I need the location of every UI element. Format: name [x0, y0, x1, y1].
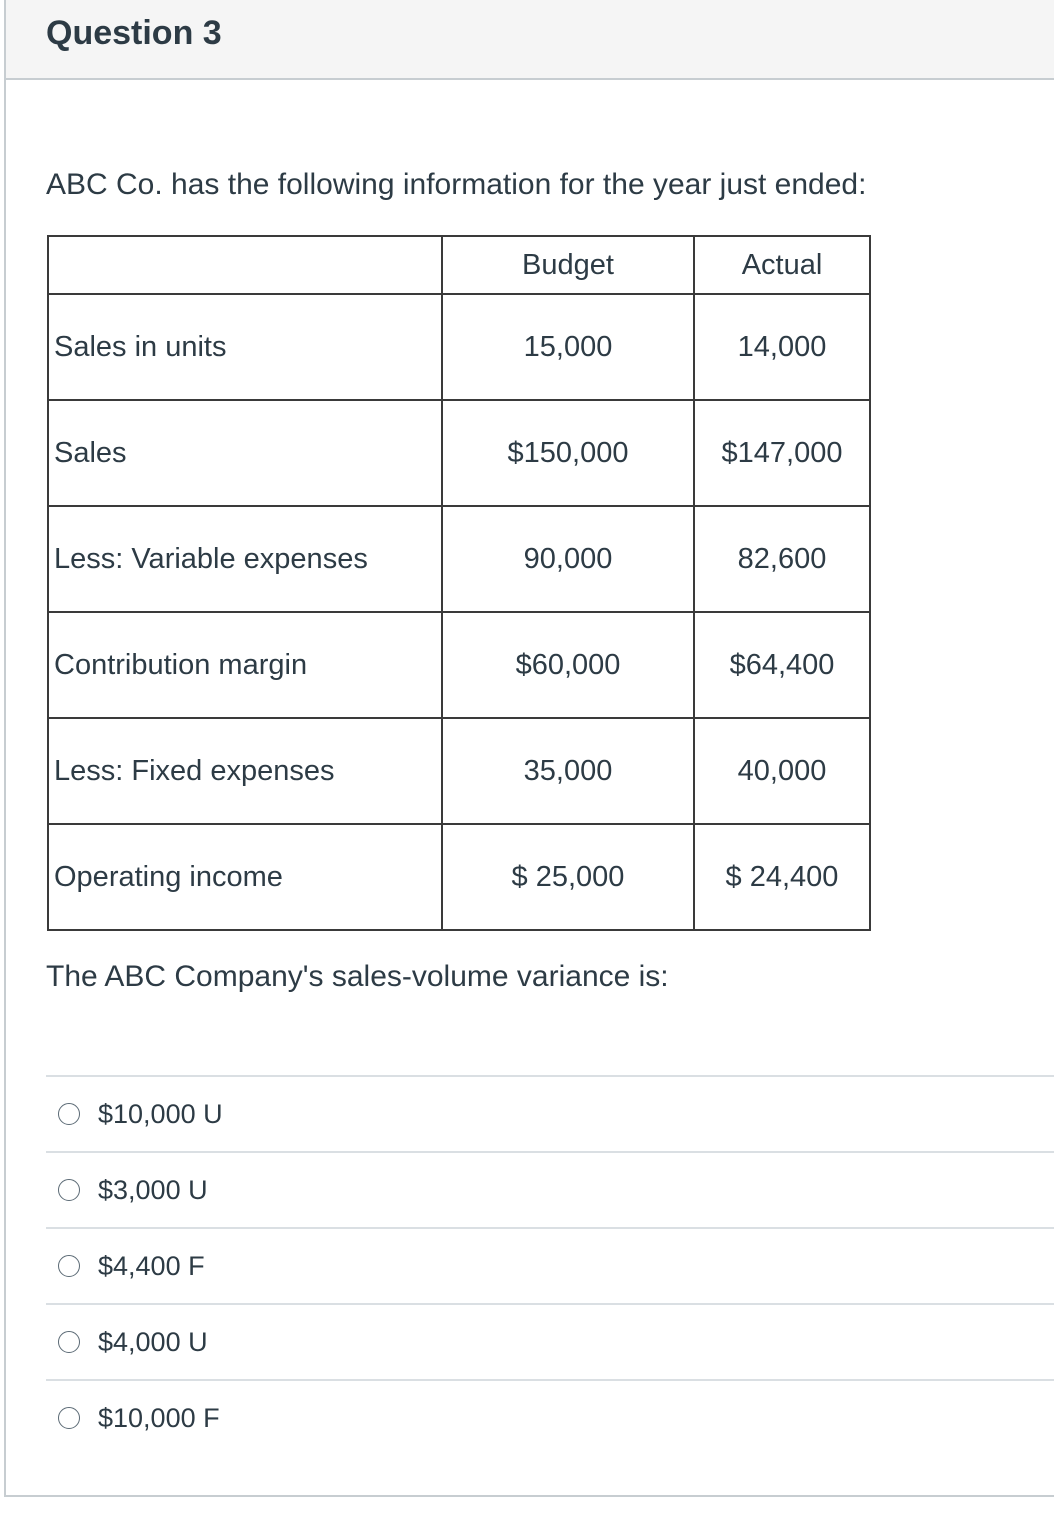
row-label: Contribution margin: [48, 612, 442, 718]
radio-button[interactable]: [58, 1103, 80, 1125]
answer-label[interactable]: $3,000 U: [98, 1174, 208, 1205]
row-budget: 15,000: [442, 294, 694, 400]
answer-option[interactable]: [46, 1075, 1054, 1151]
question-card: [4, 0, 1054, 1497]
table-row: [48, 506, 870, 612]
row-actual: $64,400: [694, 612, 870, 718]
row-budget: 35,000: [442, 718, 694, 824]
radio-button[interactable]: [58, 1179, 80, 1201]
row-actual: 40,000: [694, 718, 870, 824]
answer-label[interactable]: $4,400 F: [98, 1250, 205, 1281]
answer-option[interactable]: [46, 1379, 1054, 1455]
row-budget: 90,000: [442, 506, 694, 612]
question-intro: ABC Co. has the following information for the year just ended:: [46, 168, 867, 201]
row-label: Less: Variable expenses: [48, 506, 442, 612]
radio-button[interactable]: [58, 1407, 80, 1429]
answer-option[interactable]: [46, 1151, 1054, 1227]
row-budget: $150,000: [442, 400, 694, 506]
answer-label[interactable]: $10,000 F: [98, 1402, 220, 1433]
info-table: [47, 235, 871, 931]
table-header-row: [48, 236, 870, 294]
question-title: Question 3: [46, 14, 222, 52]
answer-option[interactable]: [46, 1227, 1054, 1303]
row-label: Sales: [48, 400, 442, 506]
answer-list: [46, 1075, 1054, 1455]
table-header-budget: Budget: [442, 236, 694, 294]
row-actual: $147,000: [694, 400, 870, 506]
answer-label[interactable]: $10,000 U: [98, 1098, 223, 1129]
row-label: Operating income: [48, 824, 442, 930]
table-header-actual: Actual: [694, 236, 870, 294]
table-row: [48, 612, 870, 718]
answer-option[interactable]: [46, 1303, 1054, 1379]
table-header-blank: [48, 236, 442, 294]
row-actual: $ 24,400: [694, 824, 870, 930]
table-row: [48, 824, 870, 930]
table-row: [48, 400, 870, 506]
radio-button[interactable]: [58, 1255, 80, 1277]
row-actual: 14,000: [694, 294, 870, 400]
table-row: [48, 294, 870, 400]
row-actual: 82,600: [694, 506, 870, 612]
answer-label[interactable]: $4,000 U: [98, 1326, 208, 1357]
question-prompt: The ABC Company's sales-volume variance is:: [46, 960, 669, 993]
question-header: [6, 0, 1054, 80]
radio-button[interactable]: [58, 1331, 80, 1353]
row-budget: $60,000: [442, 612, 694, 718]
row-label: Sales in units: [48, 294, 442, 400]
table-row: [48, 718, 870, 824]
row-label: Less: Fixed expenses: [48, 718, 442, 824]
row-budget: $ 25,000: [442, 824, 694, 930]
